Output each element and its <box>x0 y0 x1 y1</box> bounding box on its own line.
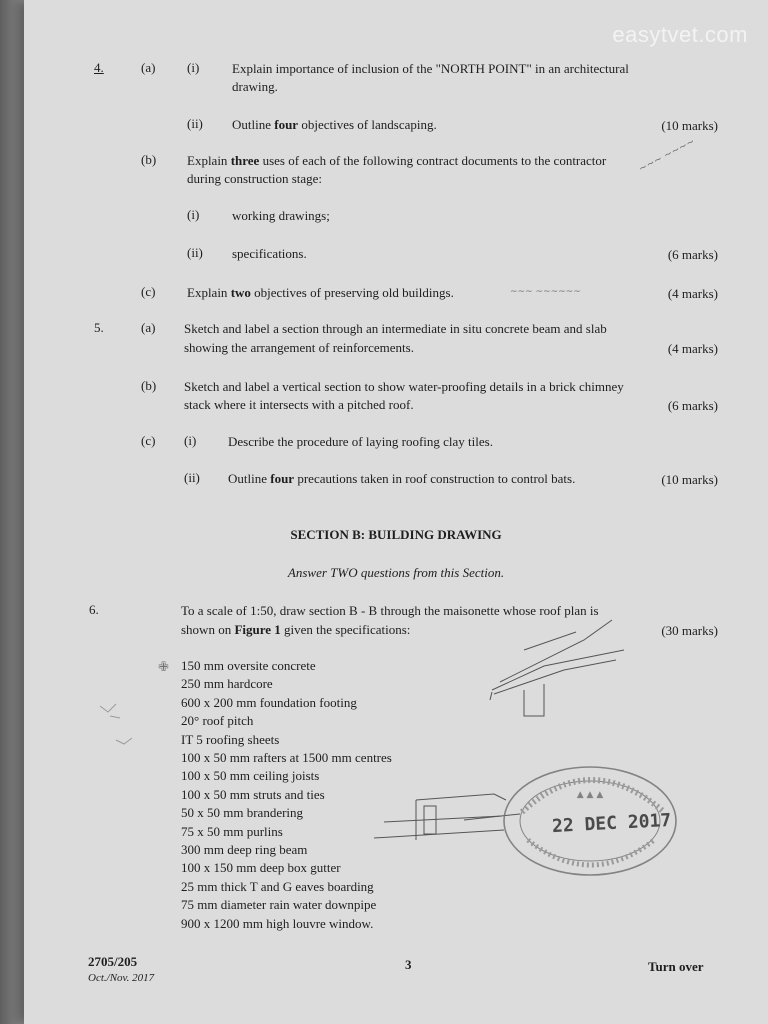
question-text: Sketch and label a vertical section to show water-proofing details in a brick chimney <box>184 379 624 394</box>
part-label: (b) <box>141 378 157 393</box>
spec-item: 20° roof pitch <box>181 713 254 729</box>
margin-marks <box>100 704 132 744</box>
question-text: To a scale of 1:50, draw section B - B through the maisonette whose roof plan is <box>181 603 599 618</box>
question-text: shown on Figure 1 given the specifications: <box>181 622 411 637</box>
window-sketch <box>374 794 520 840</box>
subpart-label: (i) <box>184 433 197 448</box>
question-text: Explain two objectives of preserving old buildings. <box>187 285 454 300</box>
question-text: working drawings; <box>232 208 330 223</box>
marks-label: (6 marks) <box>667 247 718 262</box>
spec-item: 25 mm thick T and G eaves boarding <box>181 878 374 894</box>
question-text: drawing. <box>232 79 278 94</box>
question-text: specifications. <box>232 246 307 261</box>
question-text: Explain three uses of each of the following contract documents to the contractor <box>187 153 607 168</box>
spec-item: 100 x 50 mm struts and ties <box>181 786 325 802</box>
marks-label: (10 marks) <box>661 472 718 487</box>
spec-item: 50 x 50 mm brandering <box>181 805 304 821</box>
question-number: 6. <box>89 602 99 617</box>
stamp-date: 22 DEC 2017 <box>551 809 672 838</box>
question-text: Sketch and label a section through an intermediate in situ concrete beam and slab <box>184 321 607 336</box>
turn-over-label: Turn over <box>648 959 704 974</box>
subpart-label: (i) <box>187 207 200 222</box>
question-text: Describe the procedure of laying roofing clay tiles. <box>228 434 493 449</box>
pencil-annotation: ~~~ ~~~~ <box>637 136 697 175</box>
exam-session: Oct./Nov. 2017 <box>88 972 155 984</box>
spec-item: 150 mm oversite concrete <box>181 658 316 673</box>
spec-item: 75 x 50 mm purlins <box>181 823 283 839</box>
question-text: stack where it intersects with a pitched roof. <box>184 397 414 412</box>
subpart-label: (i) <box>187 60 200 75</box>
pencil-tick: ✙ <box>158 660 169 675</box>
spec-item: 600 x 200 mm foundation footing <box>181 694 357 710</box>
spec-item: 100 x 50 mm rafters at 1500 mm centres <box>181 750 392 765</box>
question-number: 5. <box>94 320 104 335</box>
part-label: (c) <box>141 284 156 299</box>
spec-item: 100 x 50 mm ceiling joists <box>181 768 320 784</box>
svg-text:▲ ▲ ▲: ▲ ▲ ▲ <box>576 790 604 800</box>
subpart-label: (ii) <box>187 116 203 131</box>
pencil-sketches <box>24 0 768 1024</box>
marks-label: (6 marks) <box>667 398 718 413</box>
question-text: Outline four objectives of landscaping. <box>232 117 437 132</box>
part-label: (c) <box>141 433 156 448</box>
spec-item: 250 mm hardcore <box>181 676 273 692</box>
marks-label: (10 marks) <box>661 118 718 133</box>
subpart-label: (ii) <box>187 245 203 260</box>
marks-label: (4 marks) <box>667 286 718 301</box>
watermark: easytvet.com <box>612 22 748 47</box>
paper-code: 2705/205 <box>88 954 138 969</box>
scan-shadow-edge <box>0 0 24 1024</box>
question-text: Outline four precautions taken in roof construction to control bats. <box>228 471 576 486</box>
pencil-annotation: ~~~ ~~~~~~ <box>510 287 581 297</box>
question-text: Explain importance of inclusion of the "NORTH POINT" in an architectural <box>232 61 629 76</box>
spec-item: 100 x 150 mm deep box gutter <box>181 860 341 876</box>
spec-item: IT 5 roofing sheets <box>181 731 280 747</box>
eaves-sketch <box>490 620 624 716</box>
page-number: 3 <box>405 957 412 972</box>
section-heading: SECTION B: BUILDING DRAWING <box>290 527 502 542</box>
exam-page <box>24 0 768 1024</box>
marks-label: (30 marks) <box>661 623 718 638</box>
part-label: (b) <box>141 152 157 167</box>
question-number: 4. <box>94 60 104 75</box>
question-text: showing the arrangement of reinforcements. <box>184 340 414 355</box>
section-instruction: Answer TWO questions from this Section. <box>287 565 505 580</box>
marks-label: (4 marks) <box>667 341 718 356</box>
spec-item: 900 x 1200 mm high louvre window. <box>181 915 374 931</box>
subpart-label: (ii) <box>184 470 200 485</box>
spec-item: 75 mm diameter rain water downpipe <box>181 897 377 913</box>
part-label: (a) <box>141 60 156 75</box>
part-label: (a) <box>141 320 156 335</box>
spec-item: 300 mm deep ring beam <box>181 842 308 857</box>
question-text: during construction stage: <box>187 171 323 186</box>
